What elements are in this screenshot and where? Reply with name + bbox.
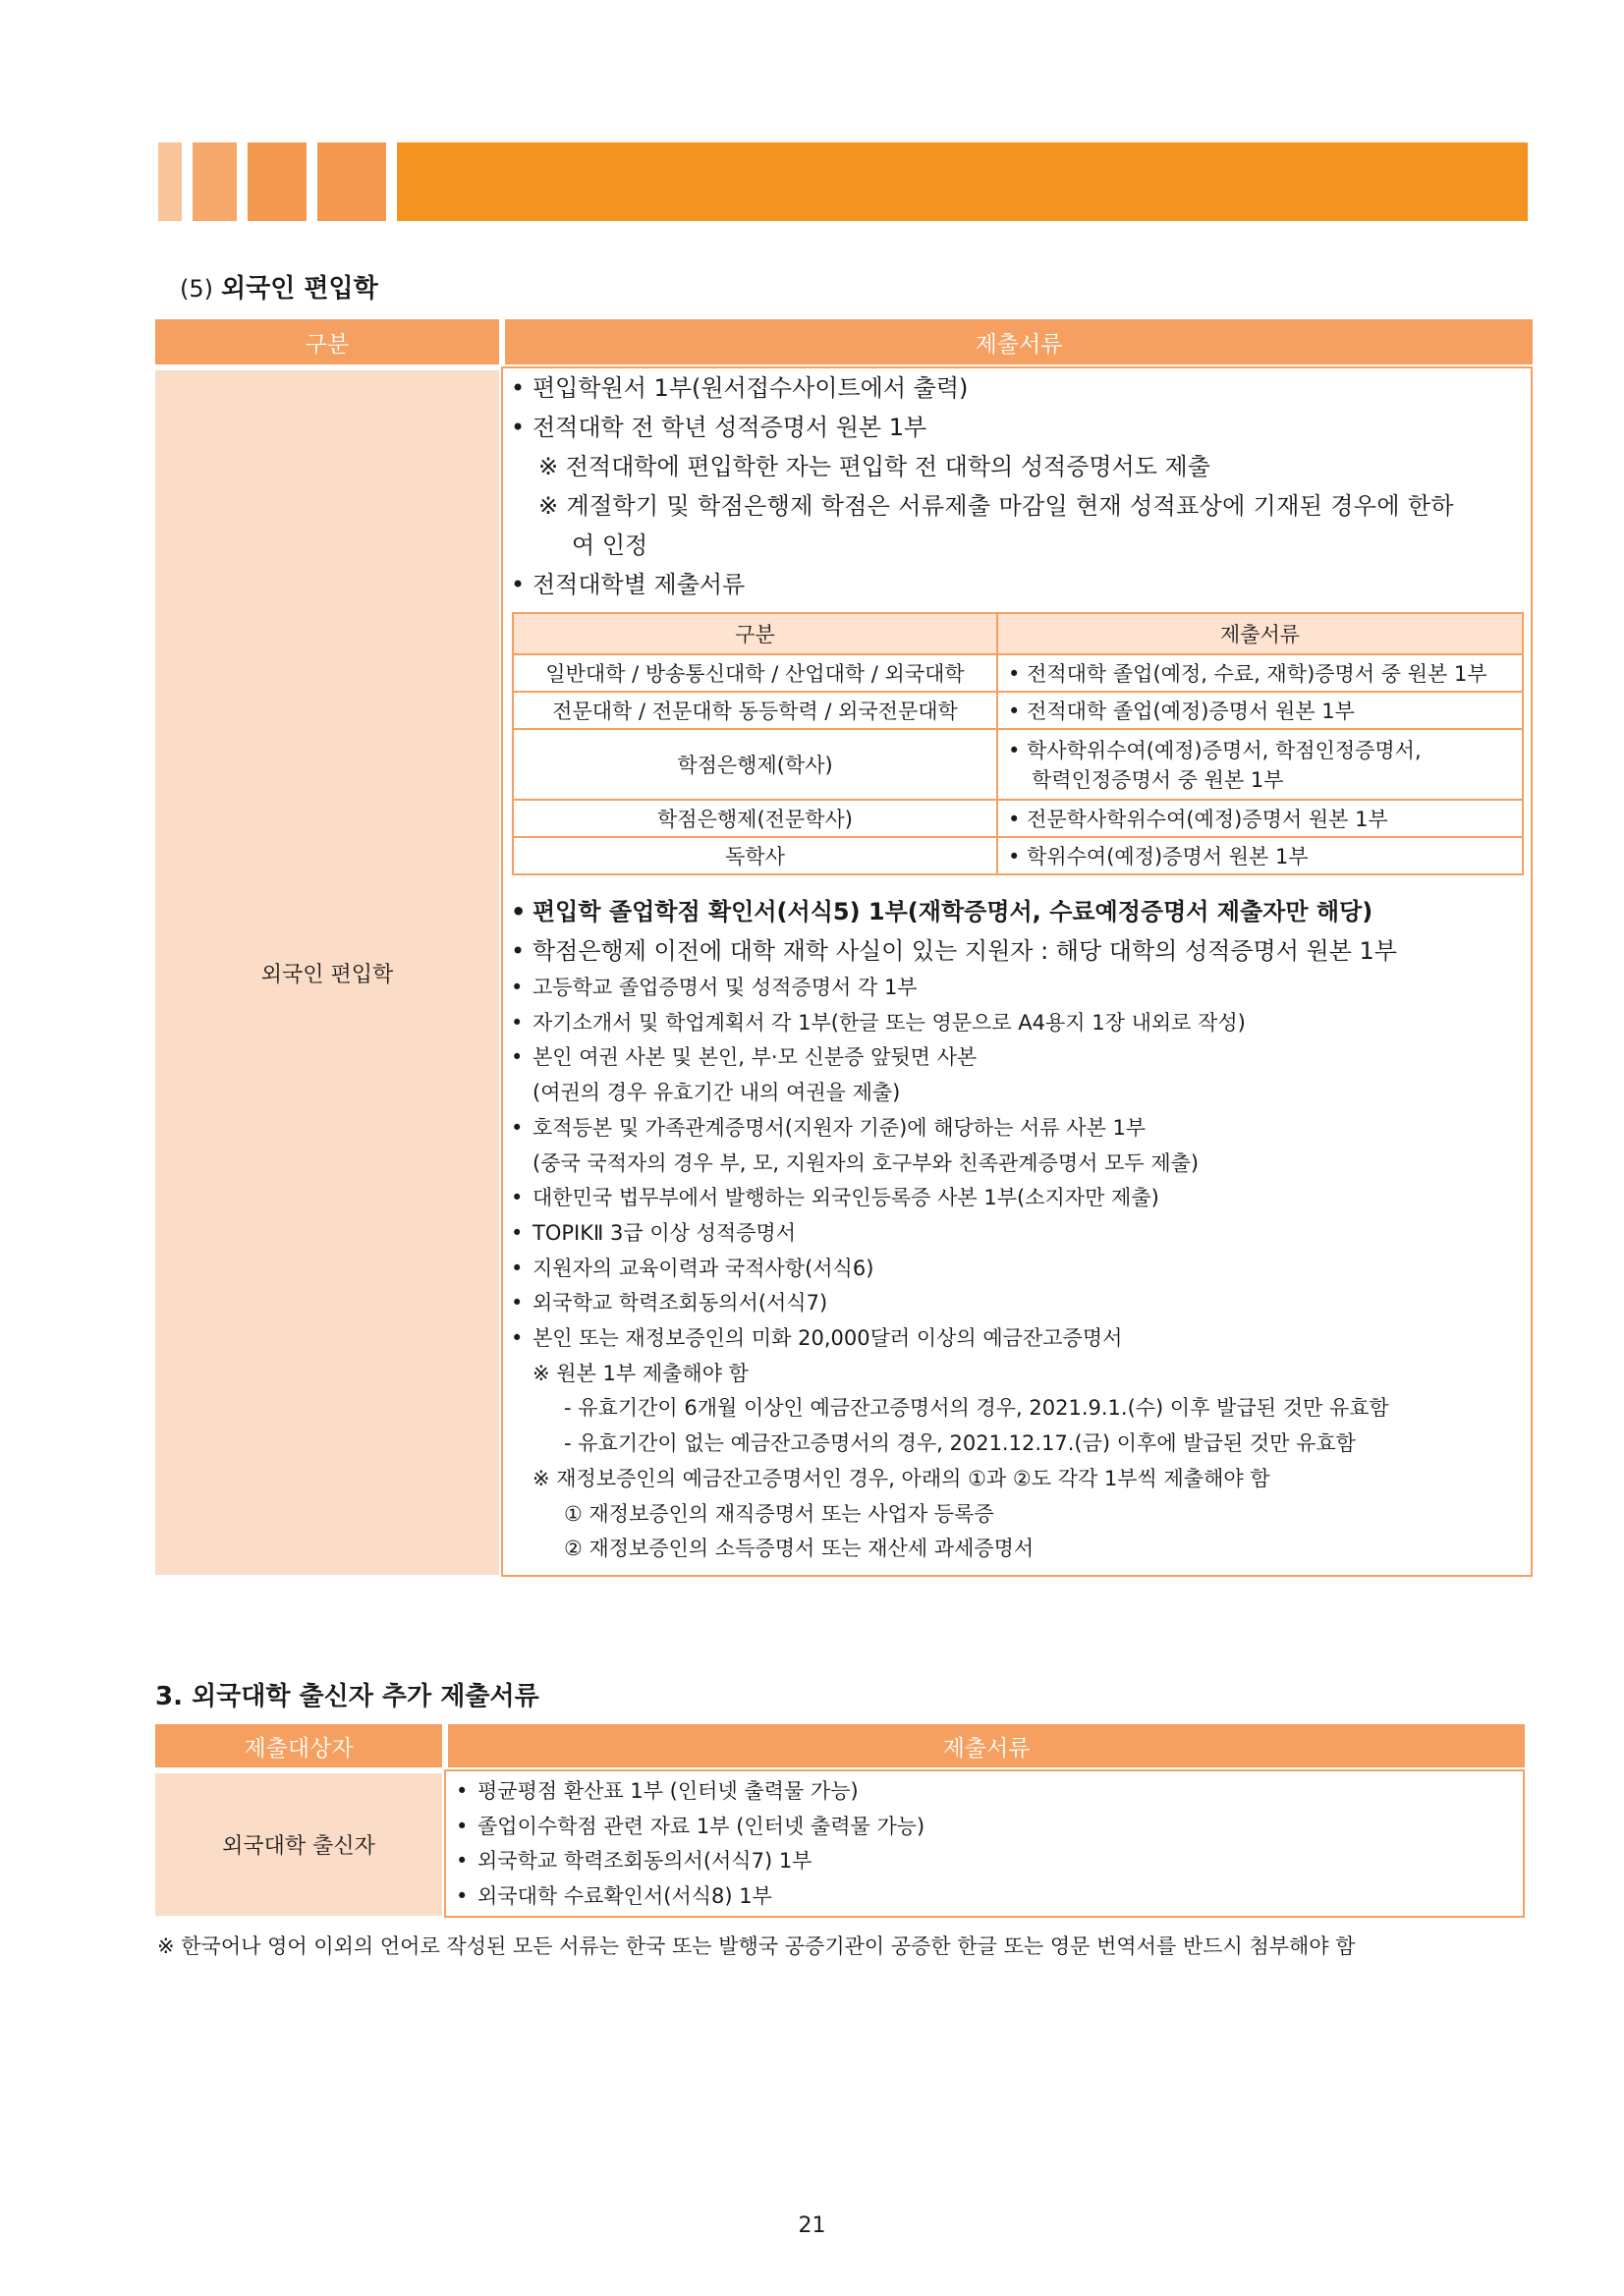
list-item: • 지원자의 교육이력과 국적사항(서식6) bbox=[509, 1252, 1531, 1287]
table-cell: • 전적대학 졸업(예정)증명서 원본 1부 bbox=[997, 692, 1523, 729]
docs-list-foreign bbox=[454, 1774, 1515, 1915]
table2-row-label: 외국대학 출신자 bbox=[155, 1773, 442, 1916]
docs-list-top bbox=[509, 368, 1531, 604]
list-item: • 대한민국 법무부에서 발행하는 외국인등록증 사본 1부(소지자만 제출) bbox=[509, 1181, 1531, 1216]
table-cell-line: 학력인정증명서 중 원본 1부 bbox=[1032, 768, 1284, 792]
header-block bbox=[397, 142, 1528, 221]
note-continuation: 여 인정 bbox=[572, 532, 648, 559]
table-row bbox=[513, 837, 1523, 874]
table-cell bbox=[997, 729, 1523, 800]
section5-title bbox=[180, 268, 378, 305]
table-cell: • 전적대학 졸업(예정, 수료, 재학)증명서 중 원본 1부 bbox=[997, 654, 1523, 692]
list-item: • 자기소개서 및 학업계획서 각 1부(한글 또는 영문으로 A4용지 1장 내외로 작성) bbox=[509, 1006, 1531, 1041]
table-row bbox=[513, 800, 1523, 837]
table1-header-category: 구분 bbox=[155, 319, 499, 364]
list-item: • 본인 여권 사본 및 본인, 부·모 신분증 앞뒷면 사본 bbox=[509, 1040, 1531, 1076]
prior-school-table bbox=[512, 612, 1524, 875]
table-row bbox=[513, 729, 1523, 800]
list-item: • TOPIKⅡ 3급 이상 성적증명서 bbox=[509, 1216, 1531, 1252]
table-cell-line: • 학사학위수여(예정)증명서, 학점인정증명서, bbox=[1008, 739, 1422, 762]
docs-list-bottom bbox=[509, 971, 1531, 1567]
note-item: ※ 전적대학에 편입학한 자는 편입학 전 대학의 성적증명서도 제출 bbox=[538, 453, 1210, 480]
note-item: ※ 재정보증인의 예금잔고증명서인 경우, 아래의 ①과 ②도 각각 1부씩 제출해야 함 bbox=[532, 1466, 1270, 1490]
prior-school-header-category: 구분 bbox=[513, 613, 997, 654]
table1-row-label: 외국인 편입학 bbox=[155, 370, 499, 1575]
note-item: ※ 계절학기 및 학점은행제 학점은 서류제출 마감일 현재 성적표상에 기재된 경우에 한하 bbox=[538, 492, 1454, 520]
list-item: • 외국학교 학력조회동의서(서식7) 1부 bbox=[454, 1844, 1515, 1879]
list-item: • 전적대학 전 학년 성적증명서 원본 1부 bbox=[509, 408, 1531, 447]
table1-header-documents: 제출서류 bbox=[505, 319, 1533, 364]
table-cell: 학점은행제(학사) bbox=[513, 729, 997, 800]
list-subline: (여권의 경우 유효기간 내의 여권을 제출) bbox=[532, 1081, 901, 1105]
table-row bbox=[513, 692, 1523, 729]
table-cell: • 학위수여(예정)증명서 원본 1부 bbox=[997, 837, 1523, 874]
list-item-emphasis: • 편입학 졸업학점 확인서(서식5) 1부(재학증명서, 수료예정증명서 제출자만 해당) bbox=[509, 892, 1531, 931]
list-item: • 학점은행제 이전에 대학 재학 사실이 있는 지원자 : 해당 대학의 성적증명서 원본 1부 bbox=[509, 931, 1531, 971]
table-cell: 일반대학 / 방송통신대학 / 산업대학 / 외국대학 bbox=[513, 654, 997, 692]
table-cell: 학점은행제(전문학사) bbox=[513, 800, 997, 837]
header-block bbox=[317, 142, 386, 221]
note-subitem: - 유효기간이 6개월 이상인 예금잔고증명서의 경우, 2021.9.1.(수) 이후 발급된 것만 유효함 bbox=[564, 1396, 1389, 1421]
list-item: • 편입학원서 1부(원서접수사이트에서 출력) bbox=[509, 368, 1531, 408]
note-subitem: ② 재정보증인의 소득증명서 또는 재산세 과세증명서 bbox=[564, 1537, 1035, 1561]
list-item: • 평균평점 환산표 1부 (인터넷 출력물 가능) bbox=[454, 1774, 1515, 1810]
footnote: ※ 한국어나 영어 이외의 언어로 작성된 모든 서류는 한국 또는 발행국 공증기관이 공증한 한글 또는 영문 번역서를 반드시 첨부해야 함 bbox=[157, 1934, 1356, 1958]
header-bar bbox=[158, 142, 1528, 221]
section5-title-text: 외국인 편입학 bbox=[221, 274, 378, 304]
page-number: 21 bbox=[798, 2213, 826, 2238]
note-subitem: ① 재정보증인의 재직증명서 또는 사업자 등록증 bbox=[564, 1501, 994, 1526]
list-subline: (중국 국적자의 경우 부, 모, 지원자의 호구부와 친족관계증명서 모두 제출) bbox=[532, 1150, 1200, 1175]
table-row bbox=[513, 654, 1523, 692]
list-item: • 고등학교 졸업증명서 및 성적증명서 각 1부 bbox=[509, 971, 1531, 1006]
prior-school-header-documents: 제출서류 bbox=[997, 613, 1523, 654]
note-subitem: - 유효기간이 없는 예금잔고증명서의 경우, 2021.12.17.(금) 이후에 발급된 것만 유효함 bbox=[564, 1431, 1356, 1456]
section3-title: 3. 외국대학 출신자 추가 제출서류 bbox=[155, 1682, 539, 1711]
section5-number: (5) bbox=[180, 275, 213, 303]
table-cell: • 전문학사학위수여(예정)증명서 원본 1부 bbox=[997, 800, 1523, 837]
list-item: • 외국학교 학력조회동의서(서식7) bbox=[509, 1286, 1531, 1321]
table-cell: 독학사 bbox=[513, 837, 997, 874]
header-block bbox=[158, 142, 182, 221]
table2-header-target: 제출대상자 bbox=[155, 1724, 442, 1767]
list-item: • 외국대학 수료확인서(서식8) 1부 bbox=[454, 1879, 1515, 1915]
table2-header-documents: 제출서류 bbox=[448, 1724, 1525, 1767]
table-cell: 전문대학 / 전문대학 동등학력 / 외국전문대학 bbox=[513, 692, 997, 729]
header-block bbox=[248, 142, 307, 221]
list-item: • 본인 또는 재정보증인의 미화 20,000달러 이상의 예금잔고증명서 bbox=[509, 1321, 1531, 1357]
docs-list-mid bbox=[509, 892, 1531, 971]
header-block bbox=[193, 142, 237, 221]
note-item: ※ 원본 1부 제출해야 함 bbox=[532, 1361, 749, 1385]
list-item: • 졸업이수학점 관련 자료 1부 (인터넷 출력물 가능) bbox=[454, 1810, 1515, 1845]
list-item: • 호적등본 및 가족관계증명서(지원자 기준)에 해당하는 서류 사본 1부 bbox=[509, 1111, 1531, 1147]
list-item: • 전적대학별 제출서류 bbox=[509, 565, 1531, 604]
